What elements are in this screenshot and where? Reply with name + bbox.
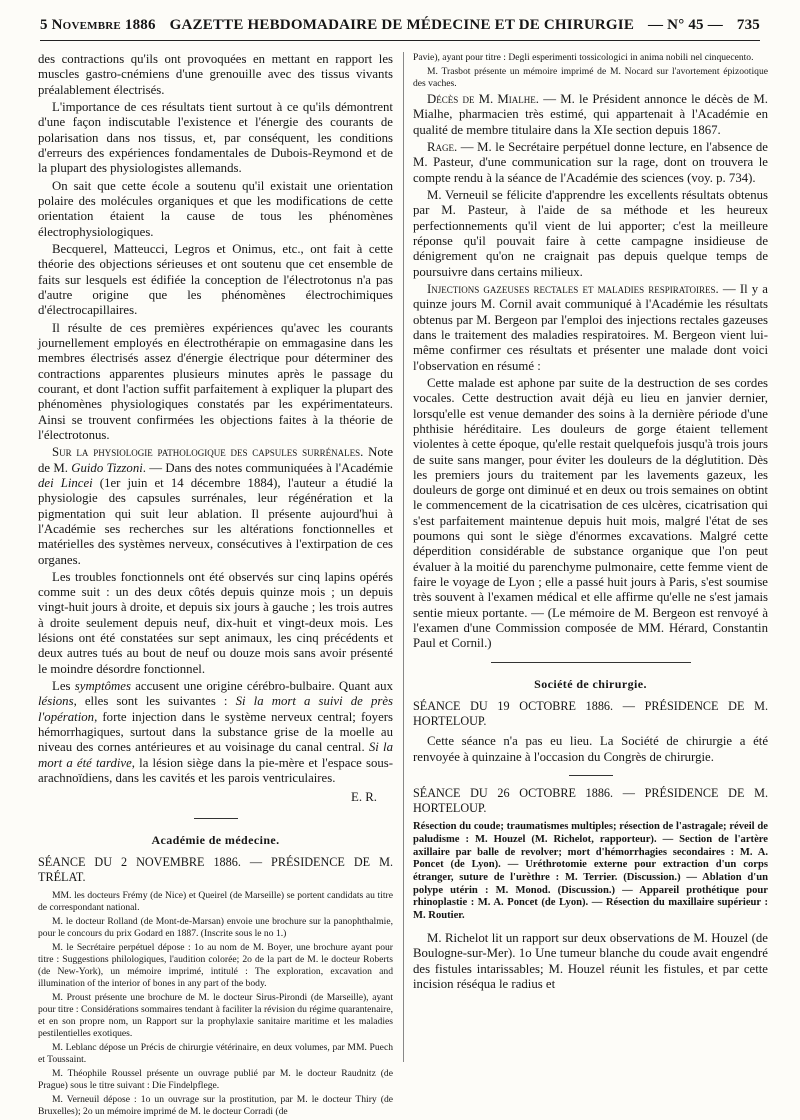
- section-title: Société de chirurgie.: [534, 676, 647, 691]
- issue-date: 5 Novembre 1886: [40, 16, 156, 33]
- paragraph: Les troubles fonctionnels ont été observés sur cinq lapins opérés comme suit : un des deux côtés depuis quinze mois ; un depuis vingt-huit jours à droite, et depuis six jours à gauche ; les trois autres à droite seulement depuis neuf, dix-huit et vingt-deux mois. Les lésions ont été constatées sur sept animaux, les cinq précédents et deux autres tués au bout de neuf ou douze mois sans avoir présenté le moindre désordre fonctionnel.: [38, 569, 393, 676]
- notice: M. le docteur Rolland (de Mont-de-Marsan) envoie une brochure sur la panophthalmie, pour le concours du prix Godard en 1887. (Inscrite sous le no 1.): [38, 916, 393, 940]
- seance-summary: Résection du coude; traumatismes multiples; résection de l'astragale; réveil de paludisme : M. Houzel (M. Richelot, rapporteur). — Section de l'artère axillaire par balle de revolver; mort d'hémorrhagies secondaires : M. A. Poncet (de Lyon). — Uréthrotomie externe pour extraction d'un corps étranger, suture de l'urèthre : M. Terrier. (Discussion.) — Ablation d'un polype utérin : M. Monod. (Discussion.) — Appareil prothétique pour rhinoplastie : M. A. Poncet (de Lyon). — Résection du maxillaire supérieur : M. Routier.: [413, 821, 768, 922]
- running-header: [40, 10, 760, 41]
- notice: M. Trasbot présente un mémoire imprimé de M. Nocard sur l'avortement épizootique des vaches.: [413, 65, 768, 89]
- paragraph-rage: Rage. — M. le Secrétaire perpétuel donne lecture, en l'absence de M. Pasteur, d'une communication sur la rage, dont on trouvera le compte rendu à la séance de l'Académie des sciences (voy. p. 734).: [413, 139, 768, 185]
- seance-heading: SÉANCE DU 2 NOVEMBRE 1886. — PRÉSIDENCE DE M. TRÉLAT.: [38, 855, 393, 884]
- seance-heading: SÉANCE DU 19 OCTOBRE 1886. — PRÉSIDENCE DE M. HORTELOUP.: [413, 699, 768, 728]
- paragraph-deces: Décès de M. Mialhe. — M. le Président annonce le décès de M. Mialhe, pharmacien très estimé, qui appartenait à l'Académie en qualité de membre titulaire dans la XIe section depuis 1867.: [413, 91, 768, 137]
- author-name: Guido Tizzoni: [71, 460, 143, 475]
- paragraph: Becquerel, Matteucci, Legros et Onimus, etc., ont fait à cette théorie des objections sérieuses et ont soutenu que cet ensemble de faits sur lesquels est édifiée la conception de l'électrotonus n'a pas d'autre origine que les phénomènes électrochimiques d'électrocapillaires.: [38, 241, 393, 318]
- paragraph: L'importance de ces résultats tient surtout à ce qu'ils démontrent d'une façon indiscutable l'existence et l'énergie des courants de polarisation dans nos tissus, et, par conséquent, les conditions d'erreurs des expériences fondamentales de Dubois-Reymond et de la plupart des physiologistes allemands.: [38, 99, 393, 176]
- column-divider: [403, 52, 404, 1062]
- paragraph: des contractions qu'ils ont provoquées en mettant en rapport les muscles gastro-cnémiens d'une grenouille avec des tissus vivants préalablement électrisés.: [38, 52, 393, 97]
- seance-notices: [38, 890, 393, 1118]
- notice: Pavie), ayant pour titre : Degli esperimenti tossicologici in anima nobili nel cinquecento.: [413, 52, 754, 63]
- paragraph: Cette malade est aphone par suite de la destruction de ses cordes vocales. Cette destruction avait déjà eu lieu en janvier dernier, lorsqu'elle est venue demander des soins à la dernière période d'une phthisie héréditaire. Les douleurs de gorge étaient tellement violentes à cette époque, qu'elle restait quelquefois jusqu'à trois jours de suite sans manger, pour éviter les douleurs de la déglutition. Dès les premiers jours du traitement par les lavements gazeux, les douleurs de gorge ont diminué et en deux ou trois semaines on obtint le commencement de la cicatrisation de ces ulcères, cicatrisation qui s'est parfaitement maintenue depuis huit mois, malgré l'état de ses poumons qui sont le siège d'énormes excavations. Malgré cette déperdition considérable de substance organique que l'on peut évaluer à la moitié du parenchyme pulmonaire, cette femme vient de faire le voyage de Lyon ; elle a passé huit jours à Paris, s'est soumise très souvent à l'examen médical et elle affirme qu'elle ne s'est jamais sentie mieux portante. — (Le mémoire de M. Bergeon est renvoyé à l'examen d'une Commission composée de MM. Hérard, Constantin Paul et Cornil.): [413, 375, 768, 651]
- paragraph-lead: Sur la physiologie pathologique des capsules surrénales.: [52, 445, 364, 460]
- notice: M. Verneuil dépose : 1o un ouvrage sur la prostitution, par M. le docteur Thiry (de Bruxelles); 2o un mémoire imprimé de M. le docteur Corradi (de: [38, 1094, 393, 1118]
- section-title: Académie de médecine.: [151, 832, 280, 847]
- section-rule: [194, 818, 238, 819]
- right-column: [413, 52, 768, 994]
- notice: M. Leblanc dépose un Précis de chirurgie vétérinaire, en deux volumes, par MM. Puech et Toussaint.: [38, 1042, 393, 1066]
- paragraph-capsules: Sur la physiologie pathologique des capsules surrénales. Note de M. Guido Tizzoni. — Dans des notes communiquées à l'Académie dei Lincei (1er juin et 14 décembre 1884), l'auteur a étudié la physiologie des capsules surrénales, leur régénération et la pigmentation qui suit leur ablation. Il présente aujourd'hui à l'Académie ses recherches sur les altérations fonctionnelles et matérielles des systèmes nerveux, consécutives à l'extirpation de ces organes.: [38, 445, 394, 567]
- paragraph: Il résulte de ces premières expériences qu'avec les courants journellement employés en électrothérapie on emmagasine dans les membres électrisés assez d'énergie électrique pour déterminer des contractions apparentes plusieurs minutes après le passage du courant, et dont l'action suffit parfaitement à expliquer la plupart des phénomènes physiologiques constatés par les expérimentateurs. Ainsi se trouvent confirmées les objections faites à la théorie de l'électrotonus.: [38, 320, 393, 442]
- paragraph-lesions: Les symptômes accusent une origine cérébro-bulbaire. Quant aux lésions, elles sont les suivantes : Si la mort a suivi de près l'opération, forte injection dans le système nerveux central; foyers hémorrhagiques, surtout dans la substance grise de la moelle au niveau des cornes antérieures et au voisinage du canal central. Si la mort a été tardive, la lésion siège dans la pie-mère et l'espace sous-arachnoïdiens, dans les cavités et les parois ventriculaires.: [38, 679, 394, 786]
- issue-number: — N° 45 —: [648, 16, 723, 33]
- paragraph: M. Verneuil se félicite d'apprendre les excellents résultats obtenus par M. Pasteur, à l'aide de sa méthode et les heureux perfectionnements qu'il vient de lui apporter; c'est la meilleure réponse qu'il pouvait faire à cette campagne insidieuse de dénigrement qu'on ne craignait pas depuis quelque temps de poursuivre dans certains milieux.: [413, 187, 768, 279]
- section-rule: [569, 775, 613, 776]
- notice: M. le Secrétaire perpétuel dépose : 1o au nom de M. Boyer, une brochure ayant pour titre : Suggestions philologiques, l'audition colorée; 2o de la part de M. le docteur Roberts (de New-York), un mémoire imprimé, intitulé : The exploration, excavation and illumination of the interior of bones in any part of the body.: [38, 942, 393, 990]
- paragraph: On sait que cette école a soutenu qu'il existait une orientation polaire des molécules organiques et que les modifications de cette orientation étaient la cause de tous les phénomènes électrophysiologiques.: [38, 178, 393, 239]
- notice: M. Proust présente une brochure de M. le docteur Sirus-Pirondi (de Marseille), ayant pour titre : Considérations sommaires tendant à faciliter la révision du régime quarantenaire, et en son propre nom, un Rapport sur la prophylaxie sanitaire maritime et les maladies pestilentielles exotiques.: [38, 992, 393, 1040]
- notice: M. Théophile Roussel présente un ouvrage publié par M. le docteur Raudnitz (de Prague) sous le titre suivant : Die Findelpflege.: [38, 1068, 393, 1092]
- paragraph-injections: Injections gazeuses rectales et maladies respiratoires. — Il y a quinze jours M. Cornil avait communiqué à l'Académie les résultats obtenus par M. Bergeon par l'emploi des injections rectales gazeuses dans le traitement des maladies respiratoires. M. Bergeon vient lui-même confirmer ces résultats et présenter une malade dont voici l'observation en résumé :: [413, 281, 768, 373]
- journal-title: GAZETTE HEBDOMADAIRE DE MÉDECINE ET DE CHIRURGIE: [169, 16, 635, 33]
- paragraph: Cette séance n'a pas eu lieu. La Société de chirurgie a été renvoyée à quinzaine à l'occasion du Congrès de chirurgie.: [413, 734, 768, 764]
- page-number: 735: [736, 16, 760, 33]
- left-column: [38, 52, 393, 1120]
- section-rule: [491, 662, 691, 663]
- paragraph: M. Richelot lit un rapport sur deux observations de M. Houzel (de Boulogne-sur-Mer). 1o Une tumeur blanche du coude avait engendré des fistules intarissables; M. Houzel réunit les fistules, et par cette incision réséqua le radius et: [413, 930, 768, 991]
- seance-heading: SÉANCE DU 26 OCTOBRE 1886. — PRÉSIDENCE DE M. HORTELOUP.: [413, 786, 768, 815]
- seance-notices-cont: [413, 52, 768, 90]
- notice: MM. les docteurs Frémy (de Nice) et Queirel (de Marseille) se portent candidats au titre de correspondant national.: [38, 890, 393, 914]
- signature: E. R.: [351, 790, 377, 805]
